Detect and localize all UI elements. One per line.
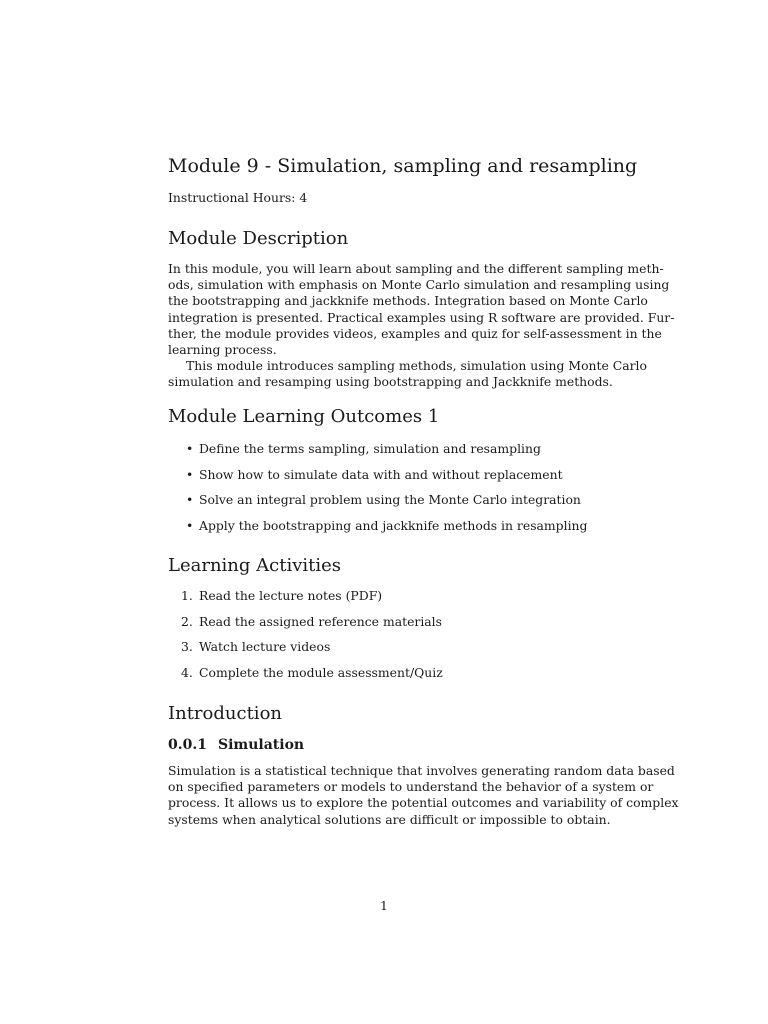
section-heading-activities: Learning Activities bbox=[168, 555, 342, 576]
subsection-number: 0.0.1 bbox=[168, 737, 207, 753]
list-item bbox=[168, 588, 600, 614]
section-heading-description: Module Description bbox=[168, 228, 349, 249]
text-line: learning process. bbox=[168, 341, 277, 357]
text-line: ther, the module provides videos, examples and quiz for self-assessment in the bbox=[168, 325, 662, 341]
text-line: process. It allows us to explore the potential outcomes and variability of complex bbox=[168, 795, 679, 811]
activities-list bbox=[168, 588, 600, 690]
text-line: simulation and resamping using bootstrapping and Jackknife methods. bbox=[168, 374, 613, 390]
list-item bbox=[168, 639, 600, 665]
text-line: on specified parameters or models to understand the behavior of a system or bbox=[168, 779, 654, 795]
instructional-hours: Instructional Hours: 4 bbox=[168, 190, 308, 205]
module-title: Module 9 - Simulation, sampling and resampling bbox=[168, 155, 638, 177]
list-item bbox=[168, 441, 600, 467]
activity-text: Read the assigned reference materials bbox=[199, 613, 442, 629]
section-heading-introduction: Introduction bbox=[168, 703, 282, 724]
activity-text: Complete the module assessment/Quiz bbox=[199, 664, 443, 680]
text-line: This module introduces sampling methods, simulation using Monte Carlo bbox=[186, 358, 647, 374]
list-item bbox=[168, 518, 600, 544]
activity-text: Read the lecture notes (PDF) bbox=[199, 588, 383, 603]
bullet-icon: • bbox=[186, 517, 194, 533]
text-line: the bootstrapping and jackknife methods. Integration based on Monte Carlo bbox=[168, 293, 648, 309]
section-heading-outcomes: Module Learning Outcomes 1 bbox=[168, 406, 440, 427]
bullet-icon: • bbox=[186, 441, 194, 456]
text-line: ods, simulation with emphasis on Monte Carlo simulation and resampling using bbox=[168, 277, 670, 293]
list-number: 4. bbox=[181, 664, 193, 680]
list-item bbox=[168, 665, 600, 691]
list-number: 3. bbox=[181, 639, 193, 654]
text-line: integration is presented. Practical examples using R software are provided. Fur- bbox=[168, 309, 675, 325]
outcome-text: Define the terms sampling, simulation and resampling bbox=[199, 441, 541, 456]
list-number: 1. bbox=[181, 588, 193, 603]
subsection-title: Simulation bbox=[218, 737, 305, 753]
outcome-text: Apply the bootstrapping and jackknife methods in resampling bbox=[199, 517, 588, 533]
list-item bbox=[168, 467, 600, 493]
list-item bbox=[168, 614, 600, 640]
outcome-text: Show how to simulate data with and without replacement bbox=[199, 466, 563, 482]
list-item bbox=[168, 492, 600, 518]
outcomes-list bbox=[168, 441, 600, 543]
description-paragraph bbox=[168, 261, 675, 391]
list-number: 2. bbox=[181, 613, 193, 629]
activity-text: Watch lecture videos bbox=[199, 639, 331, 654]
text-line: systems when analytical solutions are difficult or impossible to obtain. bbox=[168, 811, 611, 827]
text-line: Simulation is a statistical technique that involves generating random data based bbox=[168, 763, 675, 778]
introduction-paragraph bbox=[168, 763, 679, 828]
page-number: 1 bbox=[380, 898, 388, 913]
subsection-heading bbox=[168, 737, 304, 753]
outcome-text: Solve an integral problem using the Monte Carlo integration bbox=[199, 492, 581, 507]
bullet-icon: • bbox=[186, 466, 194, 482]
bullet-icon: • bbox=[186, 492, 194, 507]
text-line: In this module, you will learn about sampling and the different sampling meth- bbox=[168, 261, 664, 276]
